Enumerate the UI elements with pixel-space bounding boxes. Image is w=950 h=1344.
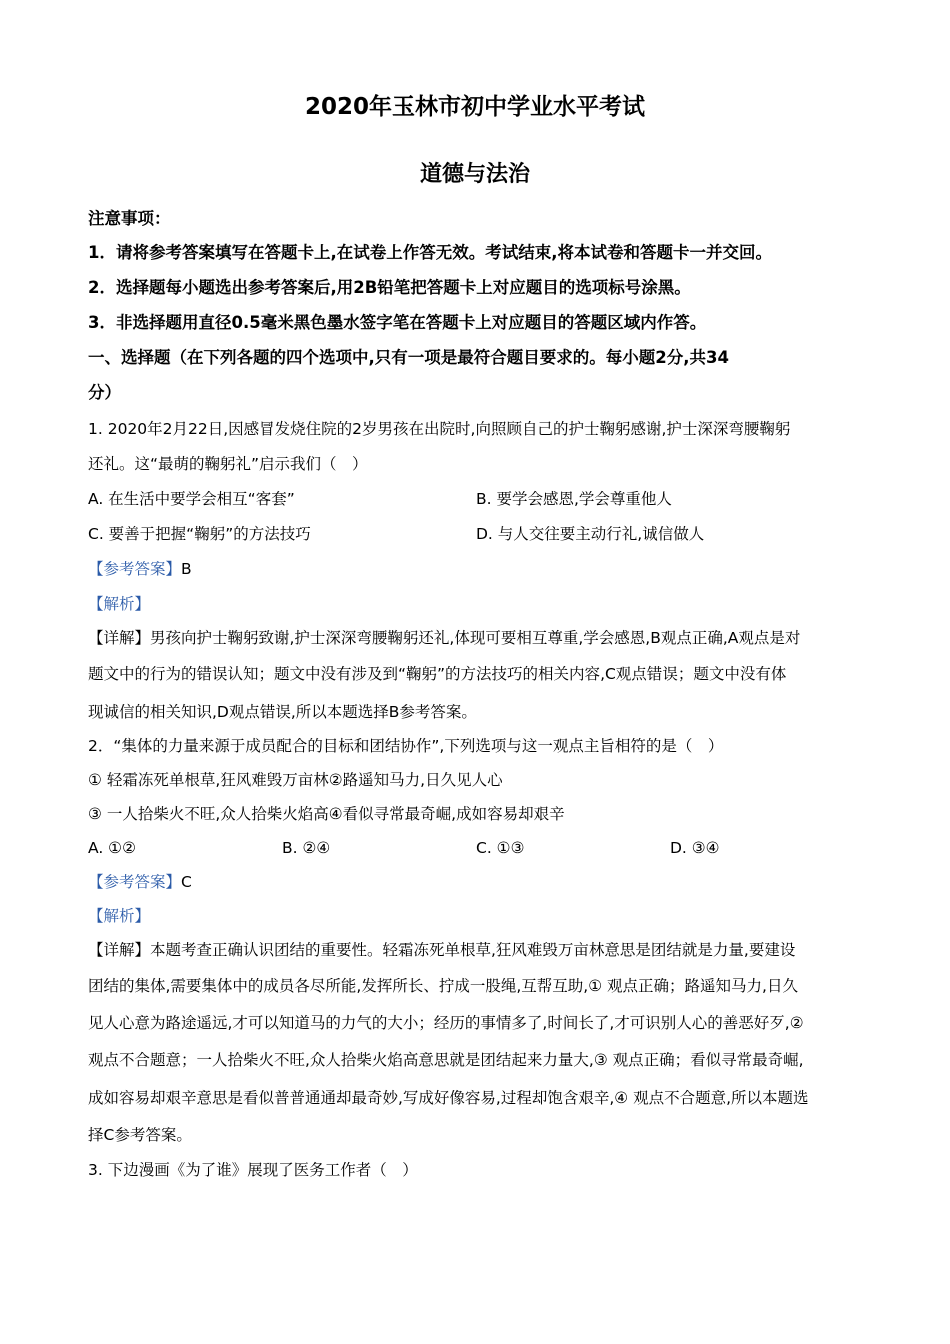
notice-heading: 注意事项： bbox=[88, 209, 171, 228]
q2-option-c: C. ①③ bbox=[476, 839, 525, 857]
q2-detail-line-4: 观点不合题意；一人拾柴火不旺,众人拾柴火焰高意思就是团结起来力量大,③ 观点正确；看似寻常最奇崛, bbox=[88, 1051, 804, 1069]
notice-item-3: 3．非选择题用直径0.5毫米黑色墨水签字笔在答题卡上对应题目的答题区域内作答。 bbox=[88, 313, 707, 332]
q1-option-c: C. 要善于把握“鞠躬”的方法技巧 bbox=[88, 525, 311, 543]
q2-stem-line-1: 2．“集体的力量来源于成员配合的目标和团结协作”,下列选项与这一观点主旨相符的是（ ） bbox=[88, 737, 724, 755]
subject-title: 道德与法治 bbox=[419, 162, 530, 187]
q2-detail-line-2: 团结的集体,需要集体中的成员各尽所能,发挥所长、拧成一股绳,互帮互助,① 观点正确；路遥知马力,日久 bbox=[88, 977, 798, 995]
notice-item-1: 1．请将参考答案填写在答题卡上,在试卷上作答无效。考试结束,将本试卷和答题卡一并交回。 bbox=[88, 243, 773, 262]
q1-option-b: B. 要学会感恩,学会尊重他人 bbox=[476, 490, 672, 508]
q1-option-d: D. 与人交往要主动行礼,诚信做人 bbox=[476, 525, 705, 543]
q2-answer bbox=[88, 872, 192, 892]
section-heading-line-1: 一、选择题（在下列各题的四个选项中,只有一项是最符合题目要求的。每小题2分,共34 bbox=[88, 348, 729, 367]
q3-stem-line-1: 3. 下边漫画《为了谁》展现了医务工作者（ ） bbox=[88, 1161, 418, 1179]
q1-answer-value: B bbox=[181, 560, 192, 578]
q2-detail-line-3: 见人心意为路途遥远,才可以知道马的力气的大小；经历的事情多了,时间长了,才可识别人心的善恶好歹,② bbox=[88, 1014, 804, 1032]
notice-item-2: 2．选择题每小题选出参考答案后,用2B铅笔把答题卡上对应题目的选项标号涂黑。 bbox=[88, 278, 691, 297]
q2-detail-line-5: 成如容易却艰辛意思是看似普普通通却最奇妙,写成好像容易,过程却饱含艰辛,④ 观点不合题意,所以本题选 bbox=[88, 1089, 809, 1107]
q1-detail-line-2: 题文中的行为的错误认知；题文中没有涉及到“鞠躬”的方法技巧的相关内容,C观点错误；题文中没有体 bbox=[88, 665, 787, 683]
q1-answer-label: 【参考答案】 bbox=[88, 560, 182, 578]
q1-stem-line-2: 还礼。这“最萌的鞠躬礼”启示我们（ ） bbox=[88, 455, 368, 473]
q1-analysis-label: 【解析】 bbox=[88, 595, 151, 613]
q2-option-b: B. ②④ bbox=[282, 839, 331, 857]
q2-stem-line-3: ③ 一人拾柴火不旺,众人拾柴火焰高④看似寻常最奇崛,成如容易却艰辛 bbox=[88, 805, 565, 823]
q2-answer-label: 【参考答案】 bbox=[88, 873, 182, 891]
exam-title: 2020年玉林市初中学业水平考试 bbox=[304, 94, 645, 120]
q2-detail-line-6: 择C参考答案。 bbox=[88, 1126, 192, 1144]
q2-stem-line-2: ① 轻霜冻死单根草,狂风难毁万亩林②路遥知马力,日久见人心 bbox=[88, 771, 503, 789]
q1-detail-line-1: 【详解】男孩向护士鞠躬致谢,护士深深弯腰鞠躬还礼,体现可要相互尊重,学会感恩,B观点正确,A观点是对 bbox=[88, 629, 801, 647]
q2-detail-line-1: 【详解】本题考查正确认识团结的重要性。轻霜冻死单根草,狂风难毁万亩林意思是团结就是力量,要建设 bbox=[88, 941, 796, 959]
q2-answer-value: C bbox=[181, 873, 192, 891]
q1-detail-line-3: 现诚信的相关知识,D观点错误,所以本题选择B参考答案。 bbox=[88, 703, 477, 721]
q1-option-a: A. 在生活中要学会相互“客套” bbox=[88, 490, 295, 508]
q1-answer bbox=[88, 559, 192, 579]
section-heading-line-2: 分） bbox=[88, 383, 121, 402]
q2-analysis-label: 【解析】 bbox=[88, 907, 151, 925]
q2-option-d: D. ③④ bbox=[670, 839, 720, 857]
q1-stem-line-1: 1. 2020年2月22日,因感冒发烧住院的2岁男孩在出院时,向照顾自己的护士鞠躬感谢,护士深深弯腰鞠躬 bbox=[88, 420, 791, 438]
q2-option-a: A. ①② bbox=[88, 839, 136, 857]
